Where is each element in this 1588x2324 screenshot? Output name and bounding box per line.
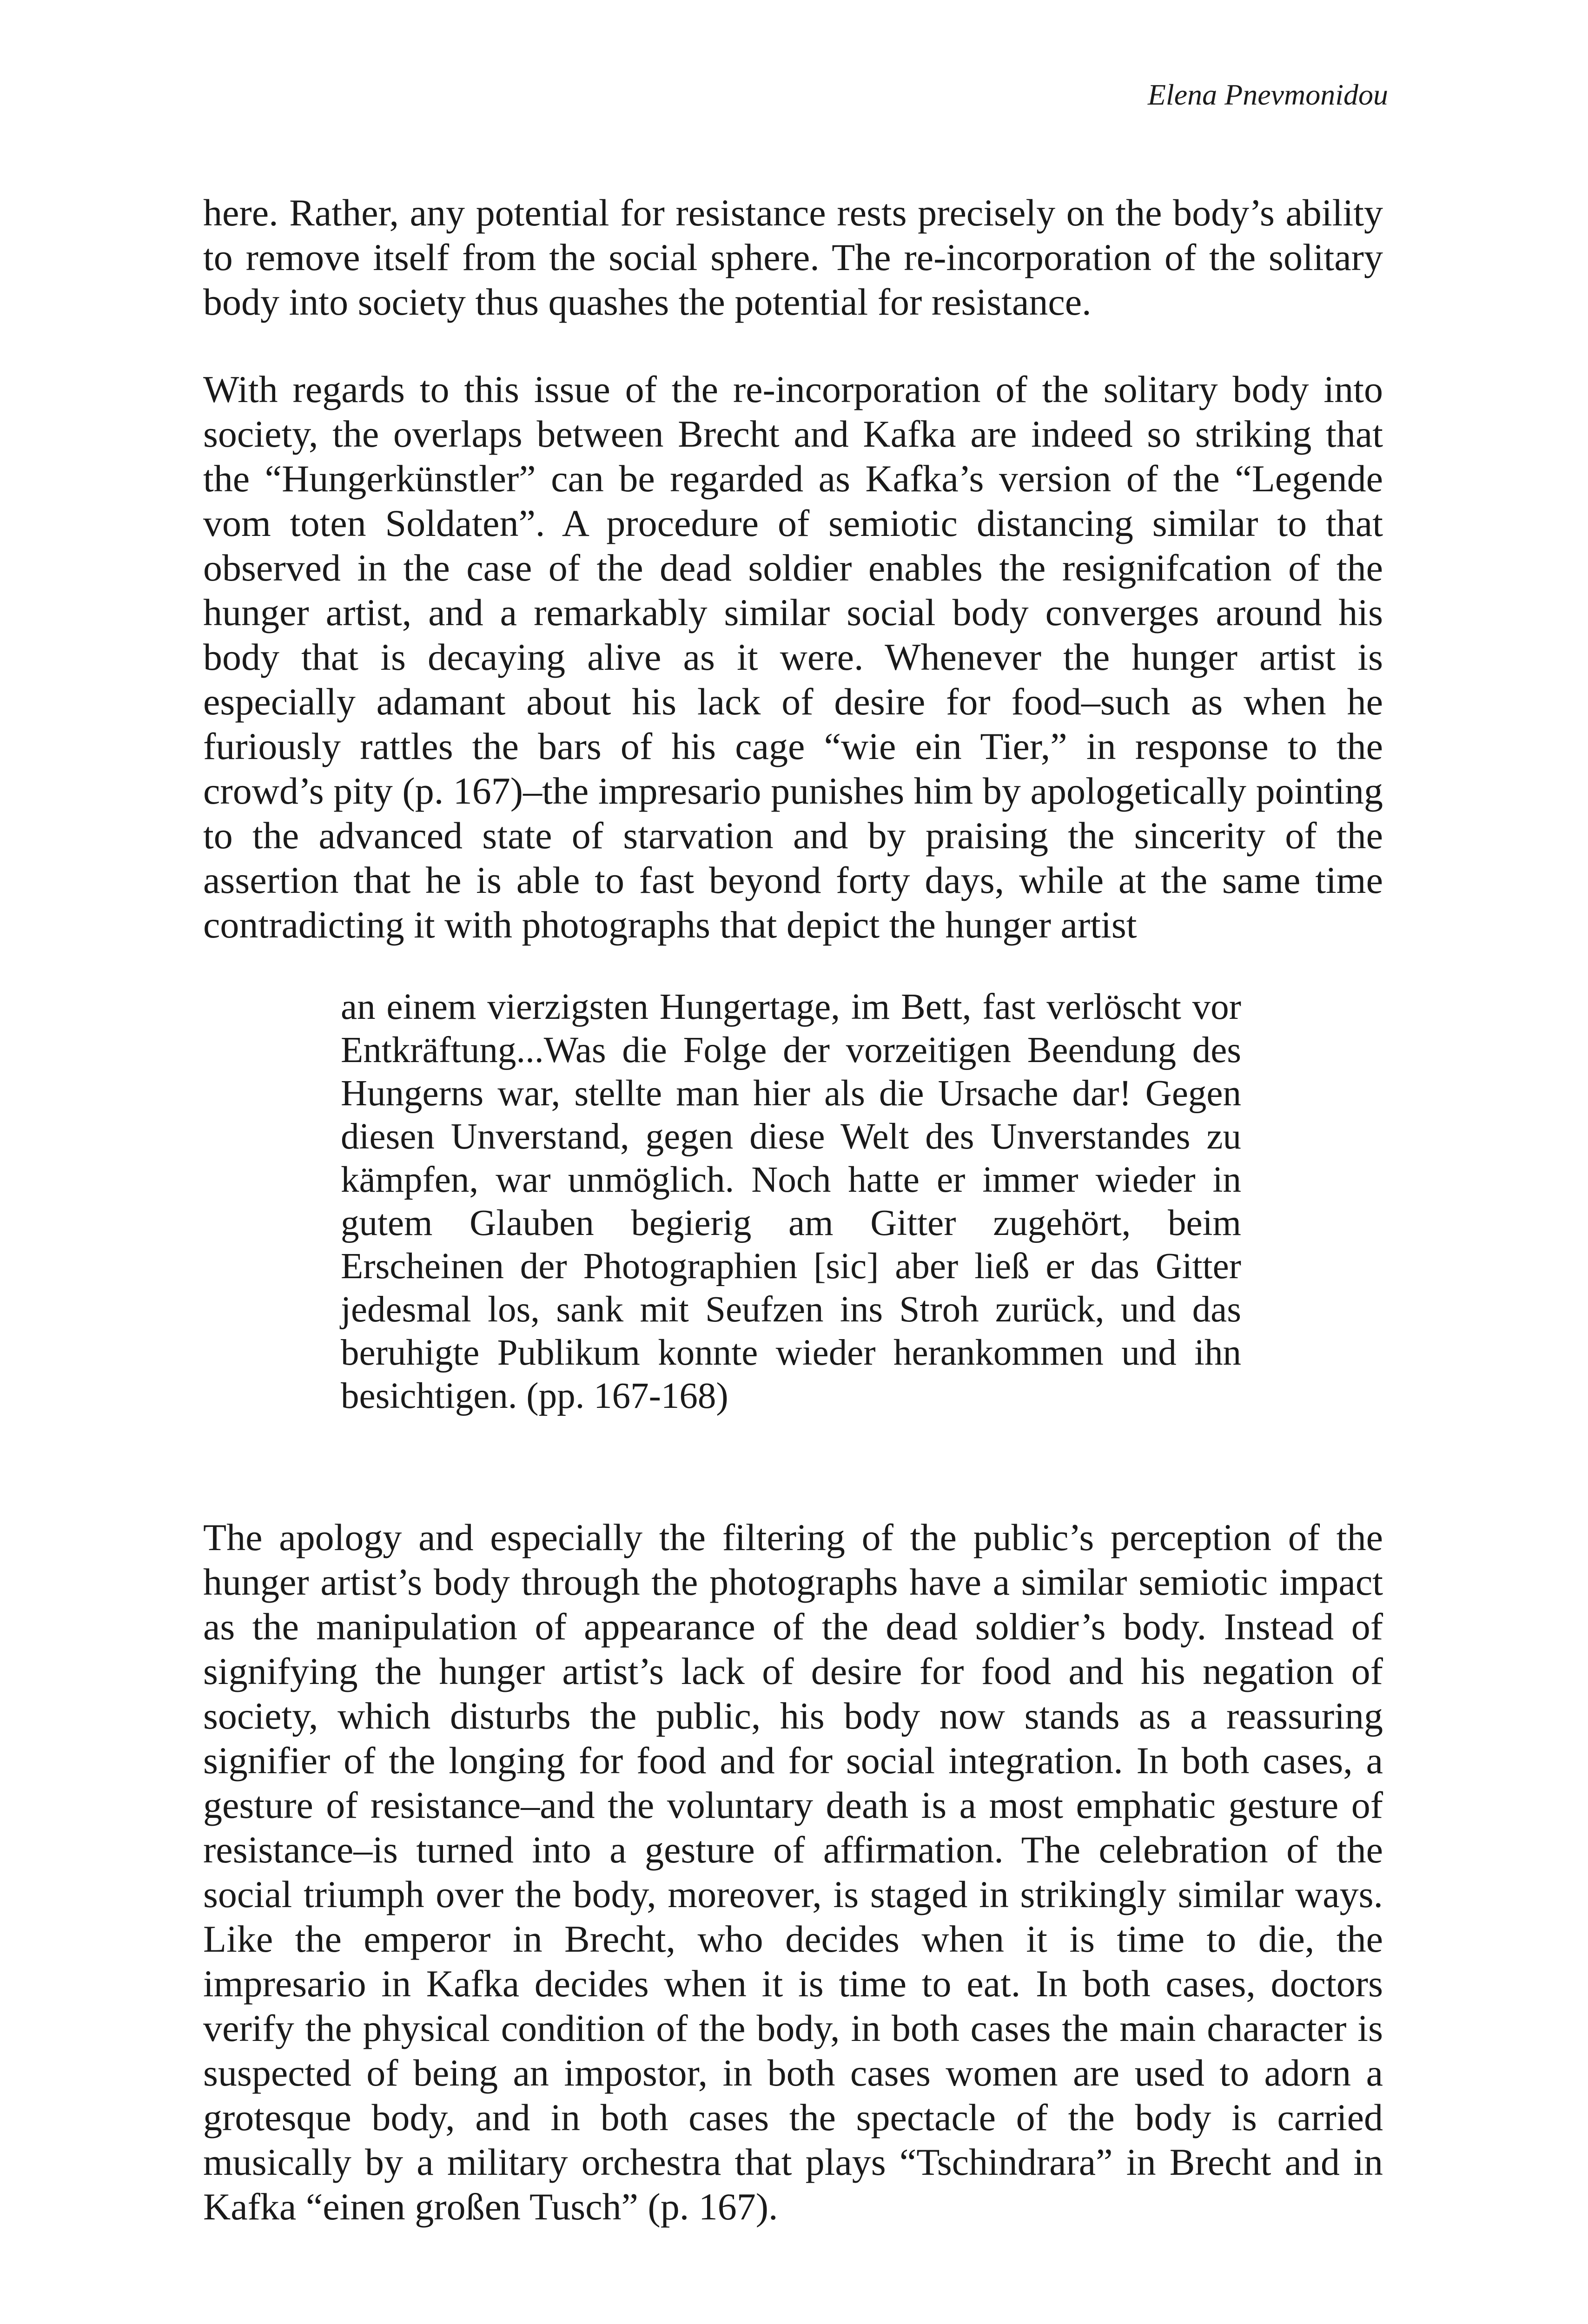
- block-quote: an einem vierzigsten Hungertage, im Bett, fast verlöscht vor Entkräftung...Was die Folge der vorzeitigen Beendung des Hungerns war, stellte man hier als die Ursache dar! Gegen diesen Unverstand, gegen diese Welt des Unverstandes zu kämpfen, war unmöglich. Noch hatte er immer wieder in gutem Glauben begierig am Gitter zugehört, beim Erscheinen der Photographien [sic] aber ließ er das Gitter jedesmal los, sank mit Seufzen ins Stroh zurück, und das beruhigte Publikum konnte wieder herankommen und ihn besichtigen. (pp. 167-168): [341, 987, 1241, 1416]
- paragraph-3: The apology and especially the filtering of the public’s perception of the hunger artist’s body through the photographs have a similar semiotic impact as the manipulation of appearance of the dead soldier’s body. Instead of signifying the hunger artist’s lack of desire for food and his negation of society, which disturbs the public, his body now stands as a reassuring signifier of the longing for food and for social integration. In both cases, a gesture of resistance–and the voluntary death is a most emphatic gesture of resistance–is turned into a gesture of affirmation. The celebration of the social triumph over the body, moreover, is staged in strikingly similar ways. Like the emperor in Brecht, who decides when it is time to die, the impresario in Kafka decides when it is time to eat. In both cases, doctors verify the physical condition of the body, in both cases the main character is suspected of being an impostor, in both cases women are used to adorn a grotesque body, and in both cases the spectacle of the body is carried musically by a military orchestra that plays “Tschindrara” in Brecht and in Kafka “einen großen Tusch” (p. 167).: [203, 1516, 1383, 2228]
- paragraph-2: With regards to this issue of the re-incorporation of the solitary body into society, the overlaps between Brecht and Kafka are indeed so striking that the “Hungerkünstler” can be regarded as Kafka’s version of the “Legende vom toten Soldaten”. A procedure of semiotic distancing similar to that observed in the case of the dead soldier enables the resignifcation of the hunger artist, and a remarkably similar social body converges around his body that is decaying alive as it were. Whenever the hunger artist is especially adamant about his lack of desire for food–such as when he furiously rattles the bars of his cage “wie ein Tier,” in response to the crowd’s pity (p. 167)–the impresario punishes him by apologetically pointing to the advanced state of starvation and by praising the sincerity of the assertion that he is able to fast beyond forty days, while at the same time contradicting it with photographs that depict the hunger artist: [203, 368, 1383, 946]
- paragraph-1: here. Rather, any potential for resistance rests precisely on the body’s ability to remove itself from the social sphere. The re-incorporation of the solitary body into society thus quashes the potential for resistance.: [203, 191, 1383, 323]
- running-head-author: Elena Pnevmonidou: [1147, 78, 1388, 111]
